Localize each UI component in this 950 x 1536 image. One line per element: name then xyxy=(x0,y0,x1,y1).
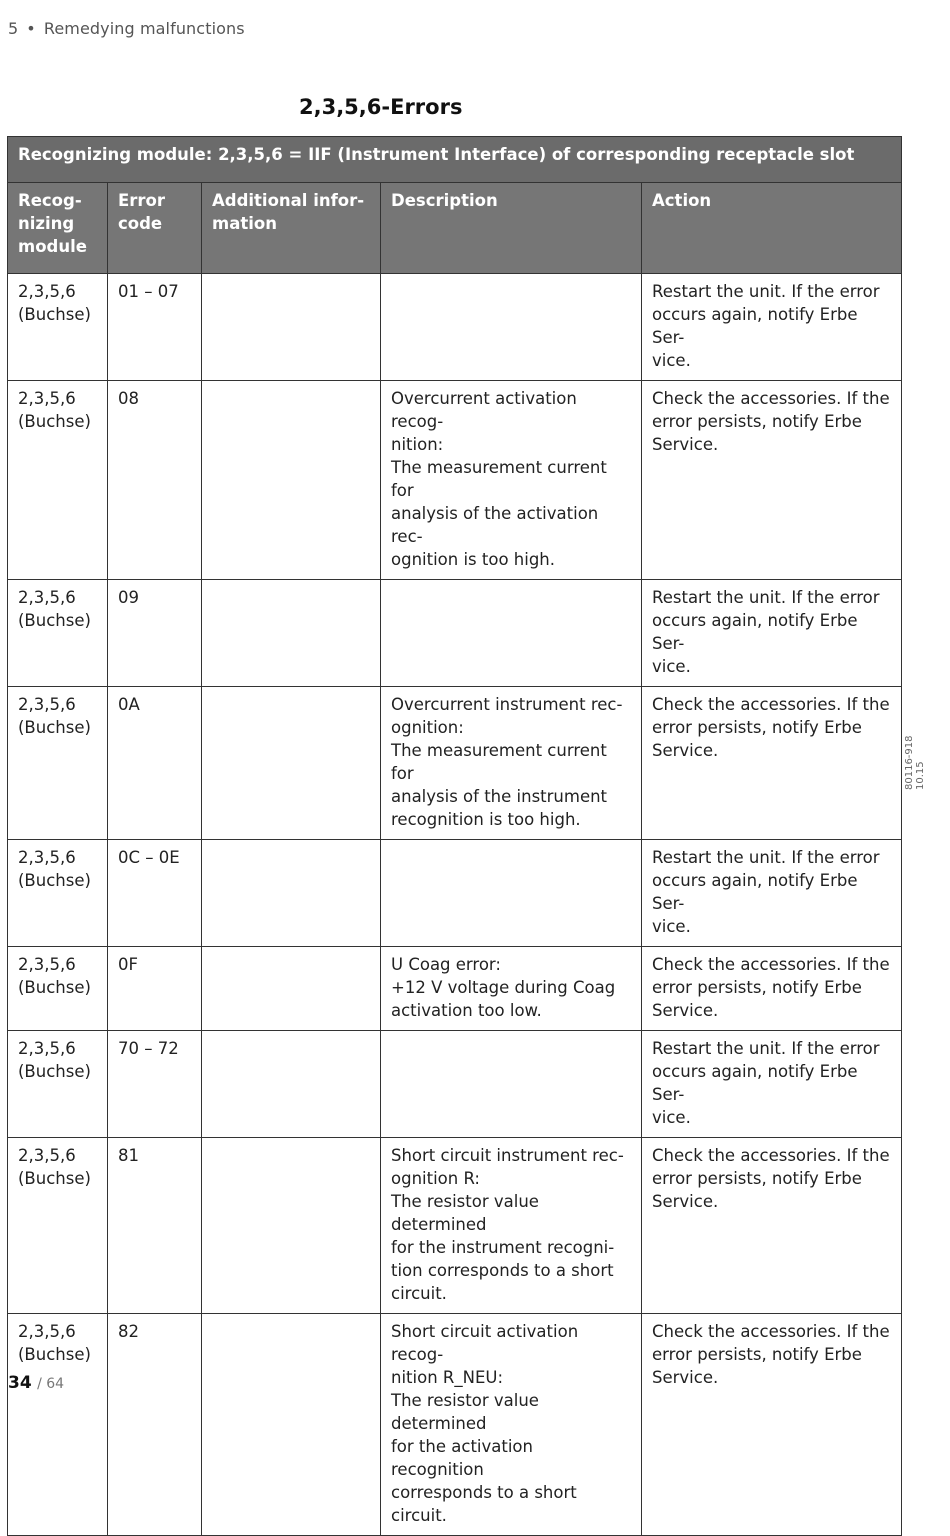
current-page: 34 xyxy=(8,1373,32,1393)
document-number: 80116-918 xyxy=(904,735,915,790)
cell-line: Service. xyxy=(652,1368,719,1387)
cell-line: Service. xyxy=(652,1192,719,1211)
cell-line: +12 V voltage during Coag xyxy=(391,978,616,997)
cell-line: Error xyxy=(118,191,166,210)
cell-line: 2,3,5,6 xyxy=(18,1322,76,1341)
table-row xyxy=(8,274,902,381)
cell-additional-information xyxy=(202,1138,381,1314)
cell-line: 2,3,5,6 xyxy=(18,1146,76,1165)
cell-recognizing-module xyxy=(8,947,108,1031)
cell-line: error persists, notify Erbe xyxy=(652,1169,862,1188)
cell-description xyxy=(381,840,642,947)
cell-description xyxy=(381,1314,642,1536)
cell-line: (Buchse) xyxy=(18,611,91,630)
header-separator: • xyxy=(26,19,36,38)
cell-line: (Buchse) xyxy=(18,1169,91,1188)
cell-line: (Buchse) xyxy=(18,871,91,890)
cell-recognizing-module xyxy=(8,1314,108,1536)
cell-error-code: 09 xyxy=(108,580,202,687)
document-reference xyxy=(904,735,926,790)
cell-line: nition R_NEU: xyxy=(391,1368,504,1387)
cell-line: Restart the unit. If the error xyxy=(652,282,880,301)
cell-line: (Buchse) xyxy=(18,1062,91,1081)
table-row xyxy=(8,840,902,947)
cell-line: Additional infor- xyxy=(212,191,365,210)
cell-line: ognition R: xyxy=(391,1169,480,1188)
cell-recognizing-module xyxy=(8,381,108,580)
cell-line: Restart the unit. If the error xyxy=(652,588,880,607)
table-row xyxy=(8,1031,902,1138)
table-header-row xyxy=(8,183,902,274)
cell-additional-information xyxy=(202,274,381,381)
cell-line: tion corresponds to a short xyxy=(391,1261,614,1280)
cell-line: error persists, notify Erbe xyxy=(652,718,862,737)
table-body xyxy=(8,274,902,1536)
cell-error-code: 0F xyxy=(108,947,202,1031)
cell-line: analysis of the activation rec- xyxy=(391,504,599,546)
cell-line: Check the accessories. If the xyxy=(652,389,890,408)
cell-line: occurs again, notify Erbe Ser- xyxy=(652,871,858,913)
cell-additional-information xyxy=(202,840,381,947)
cell-action xyxy=(642,1314,902,1536)
cell-line: module xyxy=(18,237,87,256)
cell-line: Restart the unit. If the error xyxy=(652,1039,880,1058)
cell-description xyxy=(381,274,642,381)
cell-line: for the instrument recogni- xyxy=(391,1238,615,1257)
cell-action xyxy=(642,687,902,840)
header-action xyxy=(642,183,902,274)
cell-line: vice. xyxy=(652,351,691,370)
cell-action xyxy=(642,381,902,580)
cell-line: occurs again, notify Erbe Ser- xyxy=(652,611,858,653)
cell-error-code: 70 – 72 xyxy=(108,1031,202,1138)
cell-error-code: 0A xyxy=(108,687,202,840)
document-date: 10.15 xyxy=(915,761,926,790)
cell-line: Action xyxy=(652,191,712,210)
cell-description xyxy=(381,381,642,580)
cell-error-code: 08 xyxy=(108,381,202,580)
error-table xyxy=(7,136,902,1536)
cell-line: Check the accessories. If the xyxy=(652,1146,890,1165)
table-row xyxy=(8,687,902,840)
cell-additional-information xyxy=(202,580,381,687)
cell-error-code: 82 xyxy=(108,1314,202,1536)
cell-line: Service. xyxy=(652,1001,719,1020)
table-caption: Recognizing module: 2,3,5,6 = IIF (Instrument Interface) of corresponding receptacle slot xyxy=(8,137,902,183)
cell-error-code: 0C – 0E xyxy=(108,840,202,947)
cell-line: (Buchse) xyxy=(18,978,91,997)
cell-line: (Buchse) xyxy=(18,412,91,431)
cell-line: ognition is too high. xyxy=(391,550,556,569)
cell-line: 2,3,5,6 xyxy=(18,389,76,408)
cell-line: 2,3,5,6 xyxy=(18,695,76,714)
page-number xyxy=(8,1373,64,1393)
cell-recognizing-module xyxy=(8,580,108,687)
cell-action xyxy=(642,274,902,381)
cell-additional-information xyxy=(202,947,381,1031)
running-header xyxy=(8,19,245,38)
header-recognizing-module xyxy=(8,183,108,274)
cell-line: Description xyxy=(391,191,498,210)
header-additional-information xyxy=(202,183,381,274)
cell-description xyxy=(381,687,642,840)
cell-line: (Buchse) xyxy=(18,718,91,737)
cell-line: Check the accessories. If the xyxy=(652,695,890,714)
cell-line: nizing xyxy=(18,214,75,233)
cell-additional-information xyxy=(202,1314,381,1536)
cell-line: corresponds to a short circuit. xyxy=(391,1483,577,1525)
cell-line: 2,3,5,6 xyxy=(18,848,76,867)
cell-line: Overcurrent activation recog- xyxy=(391,389,577,431)
cell-line: The measurement current for xyxy=(391,741,607,783)
table-row xyxy=(8,947,902,1031)
cell-line: recognition is too high. xyxy=(391,810,581,829)
cell-action xyxy=(642,840,902,947)
cell-line: The measurement current for xyxy=(391,458,607,500)
cell-recognizing-module xyxy=(8,687,108,840)
cell-line: Recog- xyxy=(18,191,82,210)
cell-line: Restart the unit. If the error xyxy=(652,848,880,867)
cell-line: The resistor value determined xyxy=(391,1192,539,1234)
cell-line: Short circuit activation recog- xyxy=(391,1322,579,1364)
chapter-title: Remedying malfunctions xyxy=(43,19,245,38)
chapter-number: 5 xyxy=(8,19,19,38)
cell-line: vice. xyxy=(652,917,691,936)
cell-line: occurs again, notify Erbe Ser- xyxy=(652,1062,858,1104)
cell-description xyxy=(381,580,642,687)
table-caption-row xyxy=(8,137,902,183)
header-description xyxy=(381,183,642,274)
cell-line: error persists, notify Erbe xyxy=(652,412,862,431)
cell-line: code xyxy=(118,214,163,233)
cell-error-code: 81 xyxy=(108,1138,202,1314)
cell-line: Short circuit instrument rec- xyxy=(391,1146,624,1165)
cell-line: vice. xyxy=(652,1108,691,1127)
cell-line: 2,3,5,6 xyxy=(18,588,76,607)
cell-description xyxy=(381,1031,642,1138)
cell-recognizing-module xyxy=(8,1031,108,1138)
cell-line: Service. xyxy=(652,435,719,454)
cell-line: ognition: xyxy=(391,718,464,737)
cell-line: The resistor value determined xyxy=(391,1391,539,1433)
cell-line: (Buchse) xyxy=(18,1345,91,1364)
cell-line: occurs again, notify Erbe Ser- xyxy=(652,305,858,347)
cell-line: 2,3,5,6 xyxy=(18,1039,76,1058)
cell-line: Check the accessories. If the xyxy=(652,955,890,974)
cell-description xyxy=(381,1138,642,1314)
cell-action xyxy=(642,580,902,687)
cell-error-code: 01 – 07 xyxy=(108,274,202,381)
cell-recognizing-module xyxy=(8,1138,108,1314)
cell-line: Check the accessories. If the xyxy=(652,1322,890,1341)
table-row xyxy=(8,1138,902,1314)
cell-line: U Coag error: xyxy=(391,955,501,974)
table-row xyxy=(8,580,902,687)
cell-additional-information xyxy=(202,1031,381,1138)
cell-action xyxy=(642,1138,902,1314)
cell-line: activation too low. xyxy=(391,1001,542,1020)
header-error-code xyxy=(108,183,202,274)
cell-line: circuit. xyxy=(391,1284,447,1303)
cell-additional-information xyxy=(202,687,381,840)
cell-line: 2,3,5,6 xyxy=(18,282,76,301)
table-row xyxy=(8,381,902,580)
cell-recognizing-module xyxy=(8,840,108,947)
cell-line: error persists, notify Erbe xyxy=(652,978,862,997)
cell-line: 2,3,5,6 xyxy=(18,955,76,974)
table-row xyxy=(8,1314,902,1536)
cell-line: Overcurrent instrument rec- xyxy=(391,695,623,714)
cell-line: analysis of the instrument xyxy=(391,787,608,806)
cell-line: vice. xyxy=(652,657,691,676)
section-title: 2,3,5,6-Errors xyxy=(299,95,463,119)
total-pages: / 64 xyxy=(37,1376,65,1392)
cell-line: Service. xyxy=(652,741,719,760)
cell-line: nition: xyxy=(391,435,444,454)
cell-description xyxy=(381,947,642,1031)
cell-line: for the activation recognition xyxy=(391,1437,533,1479)
cell-line: mation xyxy=(212,214,277,233)
cell-line: (Buchse) xyxy=(18,305,91,324)
cell-additional-information xyxy=(202,381,381,580)
cell-line: error persists, notify Erbe xyxy=(652,1345,862,1364)
cell-action xyxy=(642,947,902,1031)
cell-recognizing-module xyxy=(8,274,108,381)
cell-action xyxy=(642,1031,902,1138)
